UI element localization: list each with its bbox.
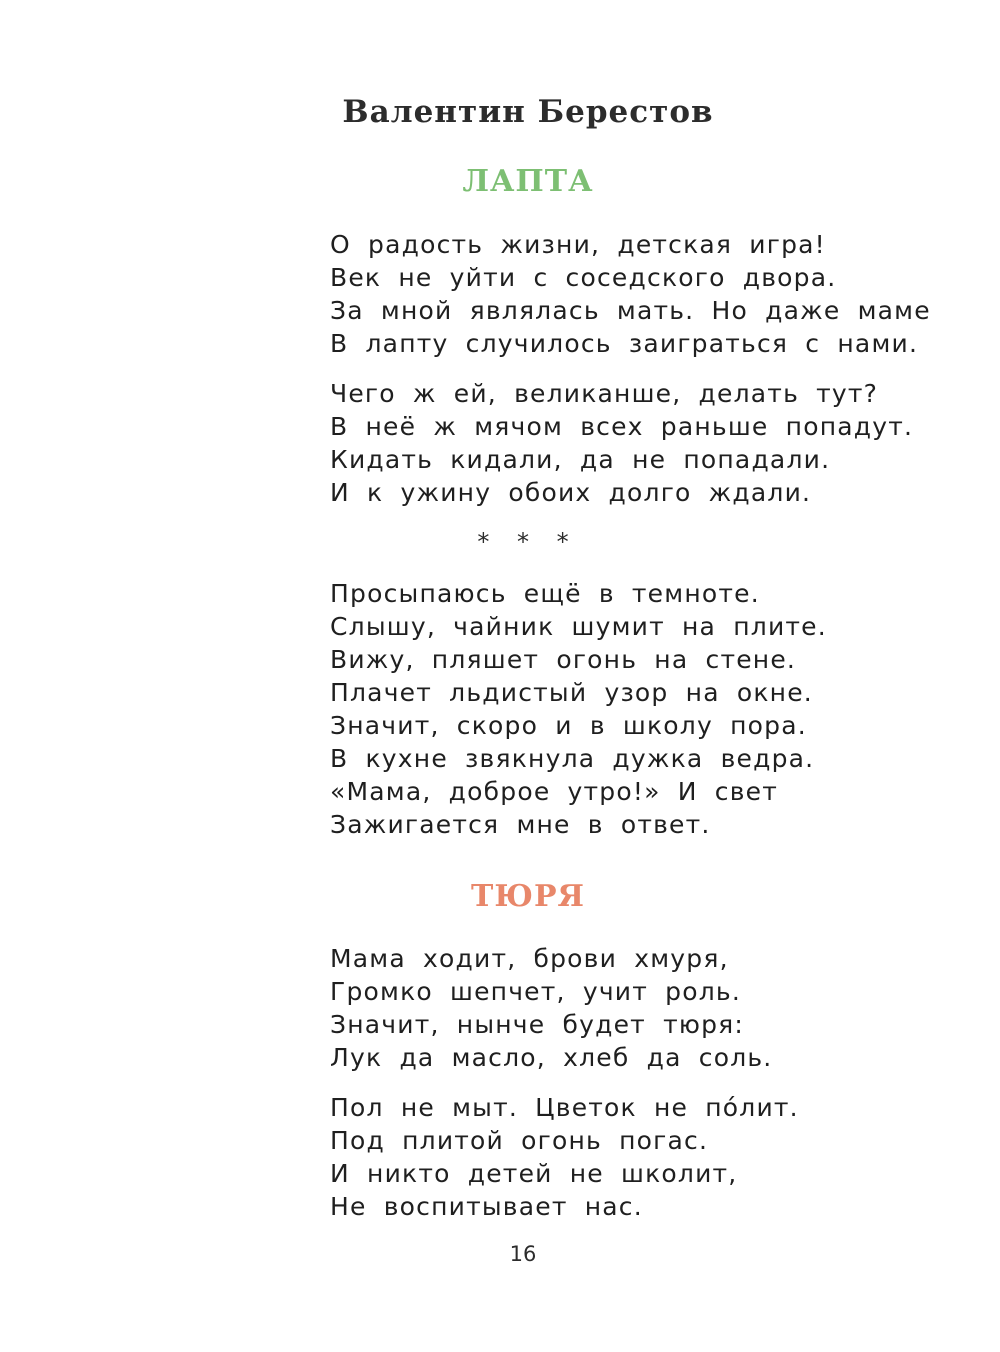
verse-line: Пол не мыт. Цветок не пóлит. bbox=[330, 1093, 799, 1122]
verse-line: За мной являлась мать. Но даже маме bbox=[330, 296, 931, 325]
verse-line: Чего ж ей, великанше, делать тут? bbox=[330, 379, 879, 408]
verse-line: Плачет льдистый узор на окне. bbox=[330, 678, 813, 707]
verse-line: Просыпаюсь ещё в темноте. bbox=[330, 579, 760, 608]
poem-tyurya-stanza-2 bbox=[330, 1091, 799, 1223]
page-number: 16 bbox=[509, 1242, 537, 1266]
poem-lapta-stanza-2 bbox=[330, 377, 913, 509]
verse-line: В лапту случилось заиграться с нами. bbox=[330, 329, 919, 358]
verse-line: Кидать кидали, да не попадали. bbox=[330, 445, 831, 474]
verse-line: В неё ж мячом всех раньше попадут. bbox=[330, 412, 914, 441]
poem-lapta-stanza-1 bbox=[330, 228, 931, 360]
verse-line: И никто детей не школит, bbox=[330, 1159, 738, 1188]
verse-line: И к ужину обоих долго ждали. bbox=[330, 478, 812, 507]
verse-line: В кухне звякнула дужка ведра. bbox=[330, 744, 815, 773]
verse-line: О радость жизни, детская игра! bbox=[330, 230, 826, 259]
verse-line: Значит, нынче будет тюря: bbox=[330, 1010, 745, 1039]
poem-tyurya-stanza-1 bbox=[330, 942, 772, 1074]
verse-line: Громко шепчет, учит роль. bbox=[330, 977, 741, 1006]
asterism-divider: * * * bbox=[477, 528, 579, 556]
verse-line: Мама ходит, брови хмуря, bbox=[330, 944, 729, 973]
verse-line: Значит, скоро и в школу пора. bbox=[330, 711, 807, 740]
verse-line: «Мама, доброе утро!» И свет bbox=[330, 777, 779, 806]
verse-line: Не воспитывает нас. bbox=[330, 1192, 643, 1221]
verse-line: Под плитой огонь погас. bbox=[330, 1126, 709, 1155]
poem-title-tyurya: ТЮРЯ bbox=[471, 879, 585, 914]
verse-line: Вижу, пляшет огонь на стене. bbox=[330, 645, 797, 674]
verse-line: Зажигается мне в ответ. bbox=[330, 810, 711, 839]
verse-line: Лук да масло, хлеб да соль. bbox=[330, 1043, 773, 1072]
author-name: Валентин Берестов bbox=[342, 94, 714, 130]
verse-line: Век не уйти с соседского двора. bbox=[330, 263, 837, 292]
poem-title-lapta: ЛАПТА bbox=[462, 164, 594, 199]
verse-line: Слышу, чайник шумит на плите. bbox=[330, 612, 827, 641]
poem-untitled-stanza-1 bbox=[330, 577, 827, 841]
